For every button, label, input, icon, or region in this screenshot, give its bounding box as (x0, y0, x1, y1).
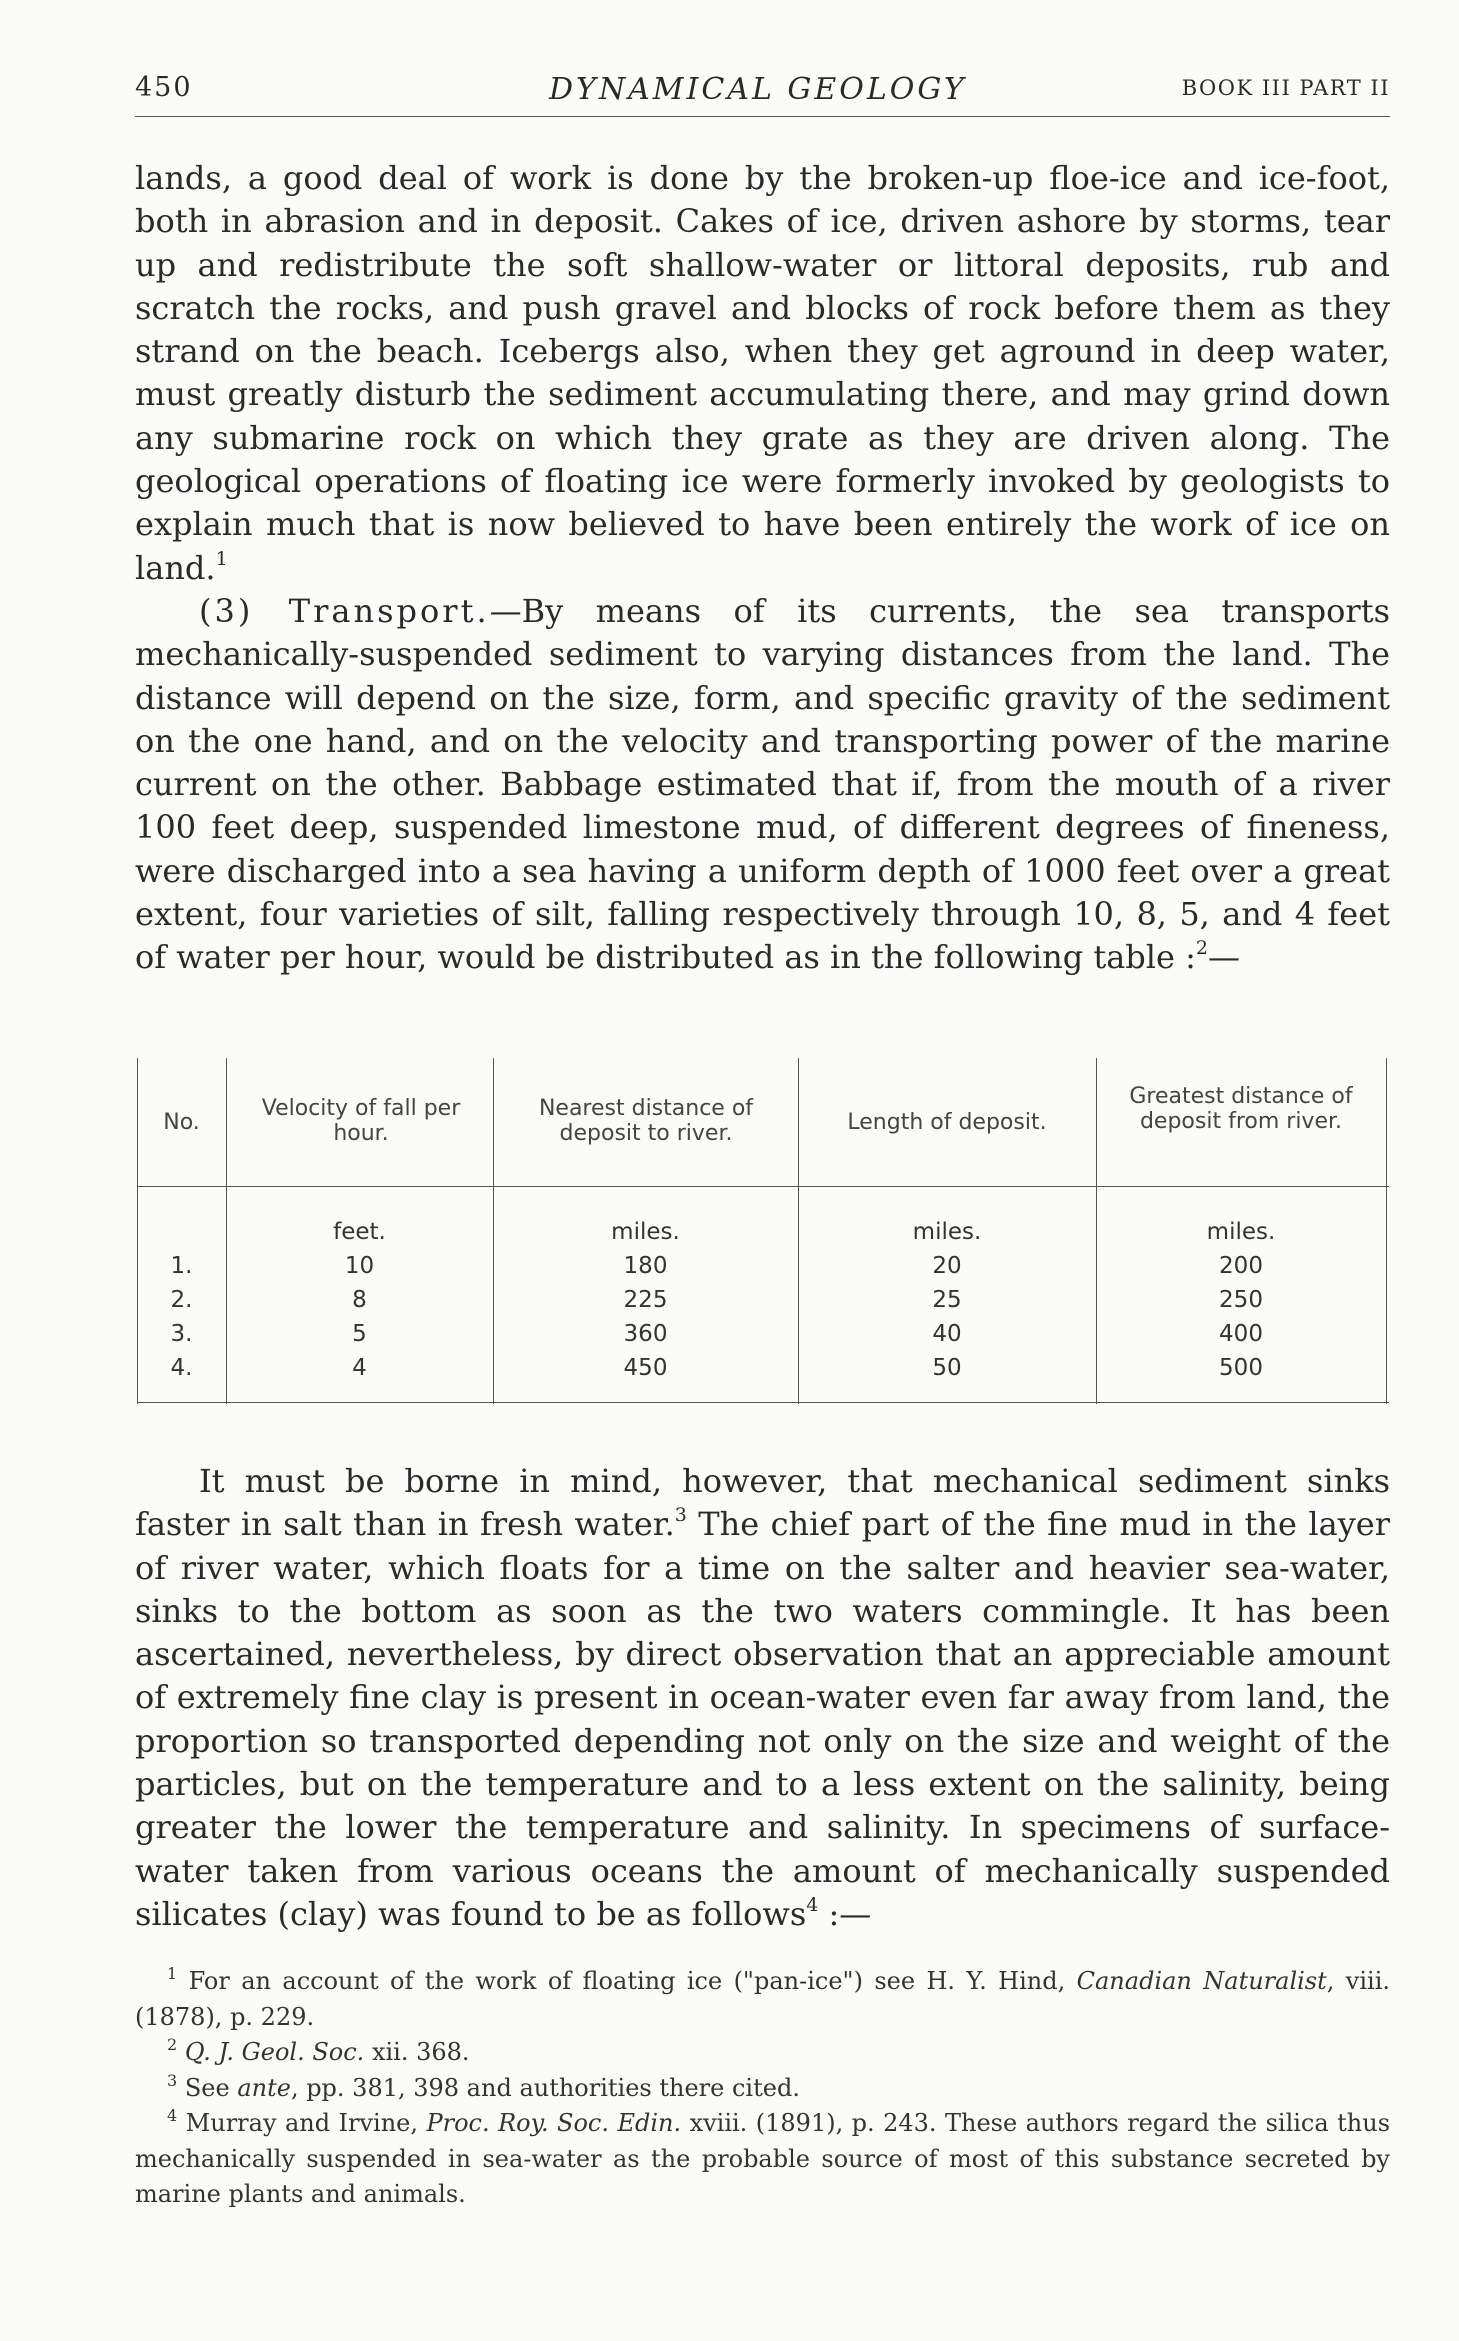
footnote-ref-2: 2 (1195, 937, 1208, 960)
table-cell: 225 (623, 1287, 668, 1313)
babbage-table (137, 1058, 1389, 1404)
footnote-ref-4: 4 (806, 1893, 819, 1916)
table-header-no: No. (163, 1110, 200, 1135)
table-bottom-rule (137, 1402, 1389, 1403)
table-cell: 400 (1219, 1321, 1263, 1347)
book-part-label: BOOK III PART II (1181, 76, 1390, 100)
footnote-ref-1: 1 (215, 547, 228, 570)
unit-label: miles. (1206, 1219, 1276, 1245)
unit-label: feet. (333, 1219, 386, 1245)
table-header-length: Length of deposit. (847, 1110, 1047, 1135)
table-cell: 250 (1219, 1287, 1263, 1313)
table-cell: 25 (932, 1287, 962, 1313)
table-cell: 10 (344, 1253, 375, 1279)
table-header-nearest: Nearest distance of deposit to river. (538, 1096, 754, 1146)
footnotes (135, 1964, 1390, 2213)
table-cell: 180 (623, 1253, 668, 1279)
table-cell: 8 (352, 1287, 367, 1313)
table-cell: 50 (932, 1355, 962, 1381)
table-cell: 3. (170, 1321, 193, 1347)
running-title: DYNAMICAL GEOLOGY (549, 72, 967, 107)
paragraph-floating-ice: lands, a good deal of work is done by the broken-up floe-ice and ice-foot, both in abrasion and in deposit. Cakes of ice, driven ashore by storms, tear up and redistribute the soft shallow-water or littoral deposits, rub and scratch the rocks, and push gravel and blocks of rock before them as they strand on the beach. Icebergs also, when they get aground in deep water, must greatly disturb the sediment accumulating there, and may grind down any submarine rock on which they grate as they are driven along. The geological operations of floating ice were formerly invoked by geologists to explain much that is now believed to have been entirely the work of ice on land.$^1$ (135, 159, 1390, 587)
table-cell: 5 (352, 1321, 367, 1347)
footnote-ref-3: 3 (674, 1504, 687, 1527)
section-lead: (3) Transport. (199, 592, 490, 630)
footnote-3: $^3$ See ante, pp. 381, 398 and authorities there cited. (167, 2070, 800, 2102)
table-cell: 450 (623, 1355, 668, 1381)
table-column-length (798, 1215, 1096, 1385)
running-header (135, 72, 1390, 112)
table-column-greatest (1096, 1215, 1386, 1385)
table-header-greatest: Greatest distance of deposit from river. (1129, 1084, 1353, 1134)
table-cell: 40 (932, 1321, 962, 1347)
table-border-right (1386, 1058, 1387, 1404)
footnote-2: $^2$ Q. J. Geol. Soc. xii. 368. (167, 2035, 470, 2066)
table-cell: 20 (932, 1253, 962, 1279)
table-column-nearest (493, 1215, 798, 1385)
table-cell: 4. (170, 1355, 193, 1381)
table-header-velocity: Velocity of fall per hour. (261, 1096, 461, 1146)
table-cell: 4 (352, 1355, 367, 1381)
table-header-rule (137, 1186, 1389, 1187)
page-number: 450 (135, 72, 193, 103)
footnote-4: $^4$ Murray and Irvine, Proc. Roy. Soc. Edin. xviii. (1891), p. 243. These authors regard the silica thus mechanically suspended in sea-water as the probable source of most of this substance secreted by marine plants and animals. (135, 2106, 1391, 2208)
unit-label: miles. (912, 1219, 982, 1245)
table-column-velocity (226, 1215, 493, 1385)
table-cell: 500 (1219, 1355, 1263, 1381)
paragraph-transport: (3) Transport.—By means of its currents, the sea transports mechanically-suspended sediment to varying distances from the land. The distance will depend on the size, form, and specific gravity of the sediment on the one hand, and on the velocity and transporting power of the marine current on the other. Babbage estimated that if, from the mouth of a river 100 feet deep, suspended limestone mud, of different degrees of fineness, were discharged into a sea having a uniform depth of 1000 feet over a great extent, four varieties of silt, falling respectively through 10, 8, 5, and 4 feet of water per hour, would be distributed as in the following table :$^2$— (135, 592, 1391, 977)
table-cell: 360 (623, 1321, 668, 1347)
table-cell: 2. (170, 1287, 193, 1313)
unit-label: miles. (611, 1219, 680, 1245)
table-cell: 1. (170, 1253, 193, 1279)
header-rule (135, 116, 1390, 117)
paragraph-salt-water: It must be borne in mind, however, that mechanical sediment sinks faster in salt than in fresh water.$^3$ The chief part of the fine mud in the layer of river water, which floats for a time on the salter and heavier sea-water, sinks to the bottom as soon as the two waters commingle. It has been ascertained, nevertheless, by direct observation that an appreciable amount of extremely fine clay is present in ocean-water even far away from land, the proportion so transported depending not only on the size and weight of the particles, but on the temperature and to a less extent on the salinity, being greater the lower the temperature and salinity. In specimens of surface-water taken from various oceans the amount of mechanically suspended silicates (clay) was found to be as follows$^4$ :— (135, 1462, 1391, 1933)
table-column-no (137, 1215, 226, 1385)
footnote-1: $^1$ For an account of the work of floating ice ("pan-ice") see H. Y. Hind, Canadian Naturalist, viii. (1878), p. 229. (135, 1964, 1391, 2031)
table-cell: 200 (1219, 1253, 1263, 1279)
